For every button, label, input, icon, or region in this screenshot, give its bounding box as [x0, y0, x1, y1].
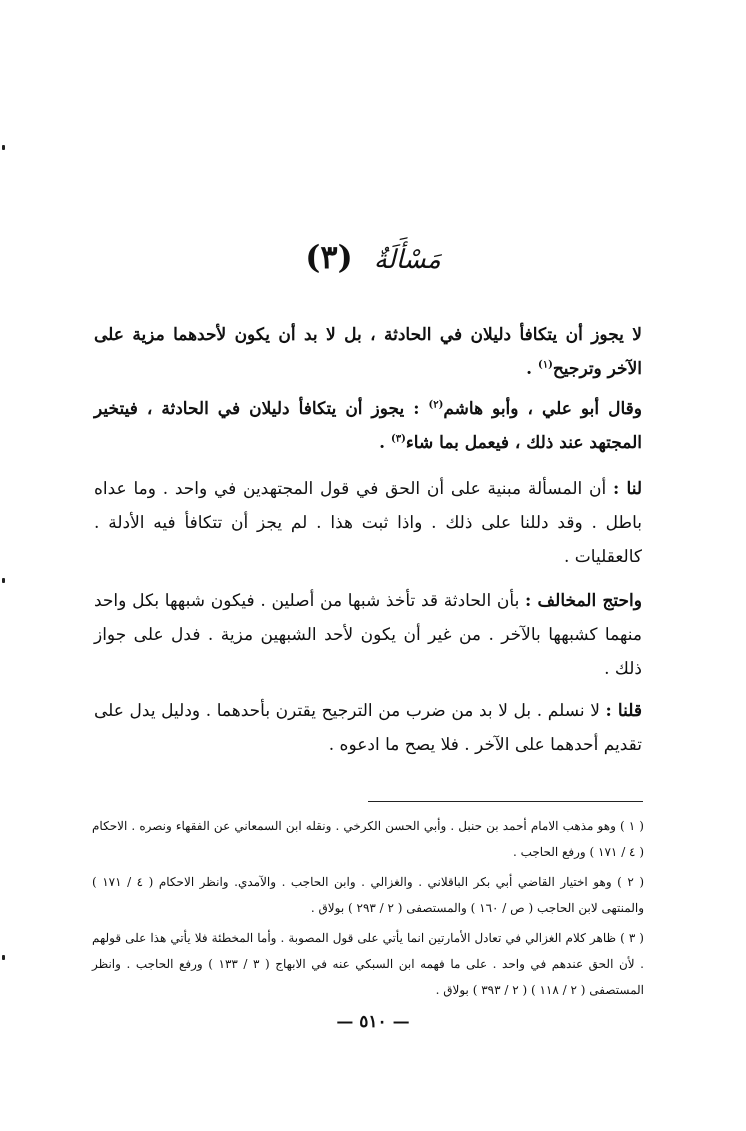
footnote-separator: [368, 801, 643, 802]
footnote-ref: (٢): [428, 399, 444, 411]
paragraph-5: [94, 694, 642, 762]
paragraph-3: [94, 472, 642, 574]
footnotes: [92, 813, 644, 1007]
paragraph-text: [94, 584, 642, 686]
scan-edge-mark: [2, 955, 5, 960]
paragraph-tail: .: [379, 433, 391, 453]
paragraph-lead: لنا :: [612, 479, 642, 499]
footnote-3: ( ٣ ) ظاهر كلام الغزالي في تعادل الأمارتين انما يأتي على قول المصوبة . وأما المخطئة فلا يأتي هذا على قولهم . لأن الحق عندهم في واحد . على ما فهمه ابن السبكي عنه في الابهاج ( ٣ / ١٣٣ ) ورفع الحاجب . وانظر المستصفى ( ٢ / ١١٨ ) ( ٢ / ٣٩٣ ) بولاق .: [92, 931, 644, 997]
paragraph-body: لا نسلم . بل لا بد من ضرب من الترجيح يقترن بأحدهما . ودليل يدل على تقديم أحدهما على الآخر . فلا يصح ما ادعوه .: [94, 701, 642, 755]
paragraph-text: [94, 472, 642, 574]
paragraph-tail: .: [526, 359, 538, 379]
heading-number: (٣): [305, 238, 353, 276]
page-number: — ٥١٠ —: [336, 1012, 410, 1032]
paragraph-body: وقال أبو علي ، وأبو هاشم: [443, 399, 642, 419]
section-heading: [0, 238, 746, 276]
paragraph-1: [94, 318, 642, 386]
footnote-2: ( ٢ ) وهو اختيار القاضي أبي بكر الباقلاني . والغزالي . وابن الحاجب . والآمدي. وانظر الاحكام ( ٤ / ١٧١ ) والمنتهى لابن الحاجب ( ص / ١٦٠ ) والمستصفى ( ٢ / ٢٩٣ ) بولاق .: [92, 875, 645, 915]
paragraph-text: [94, 392, 642, 460]
paragraph-2: [94, 392, 642, 460]
paragraph-lead: واحتج المخالف :: [525, 591, 642, 611]
paragraph-text: [94, 694, 642, 762]
scan-edge-mark: [2, 578, 5, 583]
paragraph-4: [94, 584, 642, 686]
paragraph-body: بأن الحادثة قد تأخذ شبها من أصلين . فيكون شبهها بكل واحد منهما كشبهها بالآخر . من غير أن يكون لأحد الشبهين مزية . فدل على جواز ذلك .: [94, 591, 642, 679]
footnote-ref: (١): [537, 359, 553, 371]
paragraph-body: أن المسألة مبنية على أن الحق في قول المجتهدين في واحد . وما عداه باطل . وقد دللنا على ذلك . واذا ثبت هذا . لم يجز أن تتكافأ فيه الأدلة . كالعقليات .: [94, 479, 642, 567]
scan-edge-mark: [2, 145, 5, 150]
paragraph-text: [94, 318, 642, 386]
paragraph-lead: قلنا :: [605, 701, 642, 721]
heading-word: مَسْأَلَةٌ: [373, 245, 441, 275]
paragraph-body-continued: : يجوز أن يتكافأ دليلان في الحادثة ، فيتخير المجتهد عند ذلك ، فيعمل بما شاء: [94, 399, 642, 453]
footnote-1: ( ١ ) وهو مذهب الامام أحمد بن حنبل . وأبي الحسن الكرخي . ونقله ابن السمعاني عن الفقهاء ونصره . الاحكام ( ٤ / ١٧١ ) ورفع الحاجب .: [92, 819, 644, 859]
footnote-ref: (٣): [390, 433, 406, 445]
paragraph-body: لا يجوز أن يتكافأ دليلان في الحادثة ، بل لا بد أن يكون لأحدهما مزية على الآخر وترجيح: [94, 325, 642, 379]
